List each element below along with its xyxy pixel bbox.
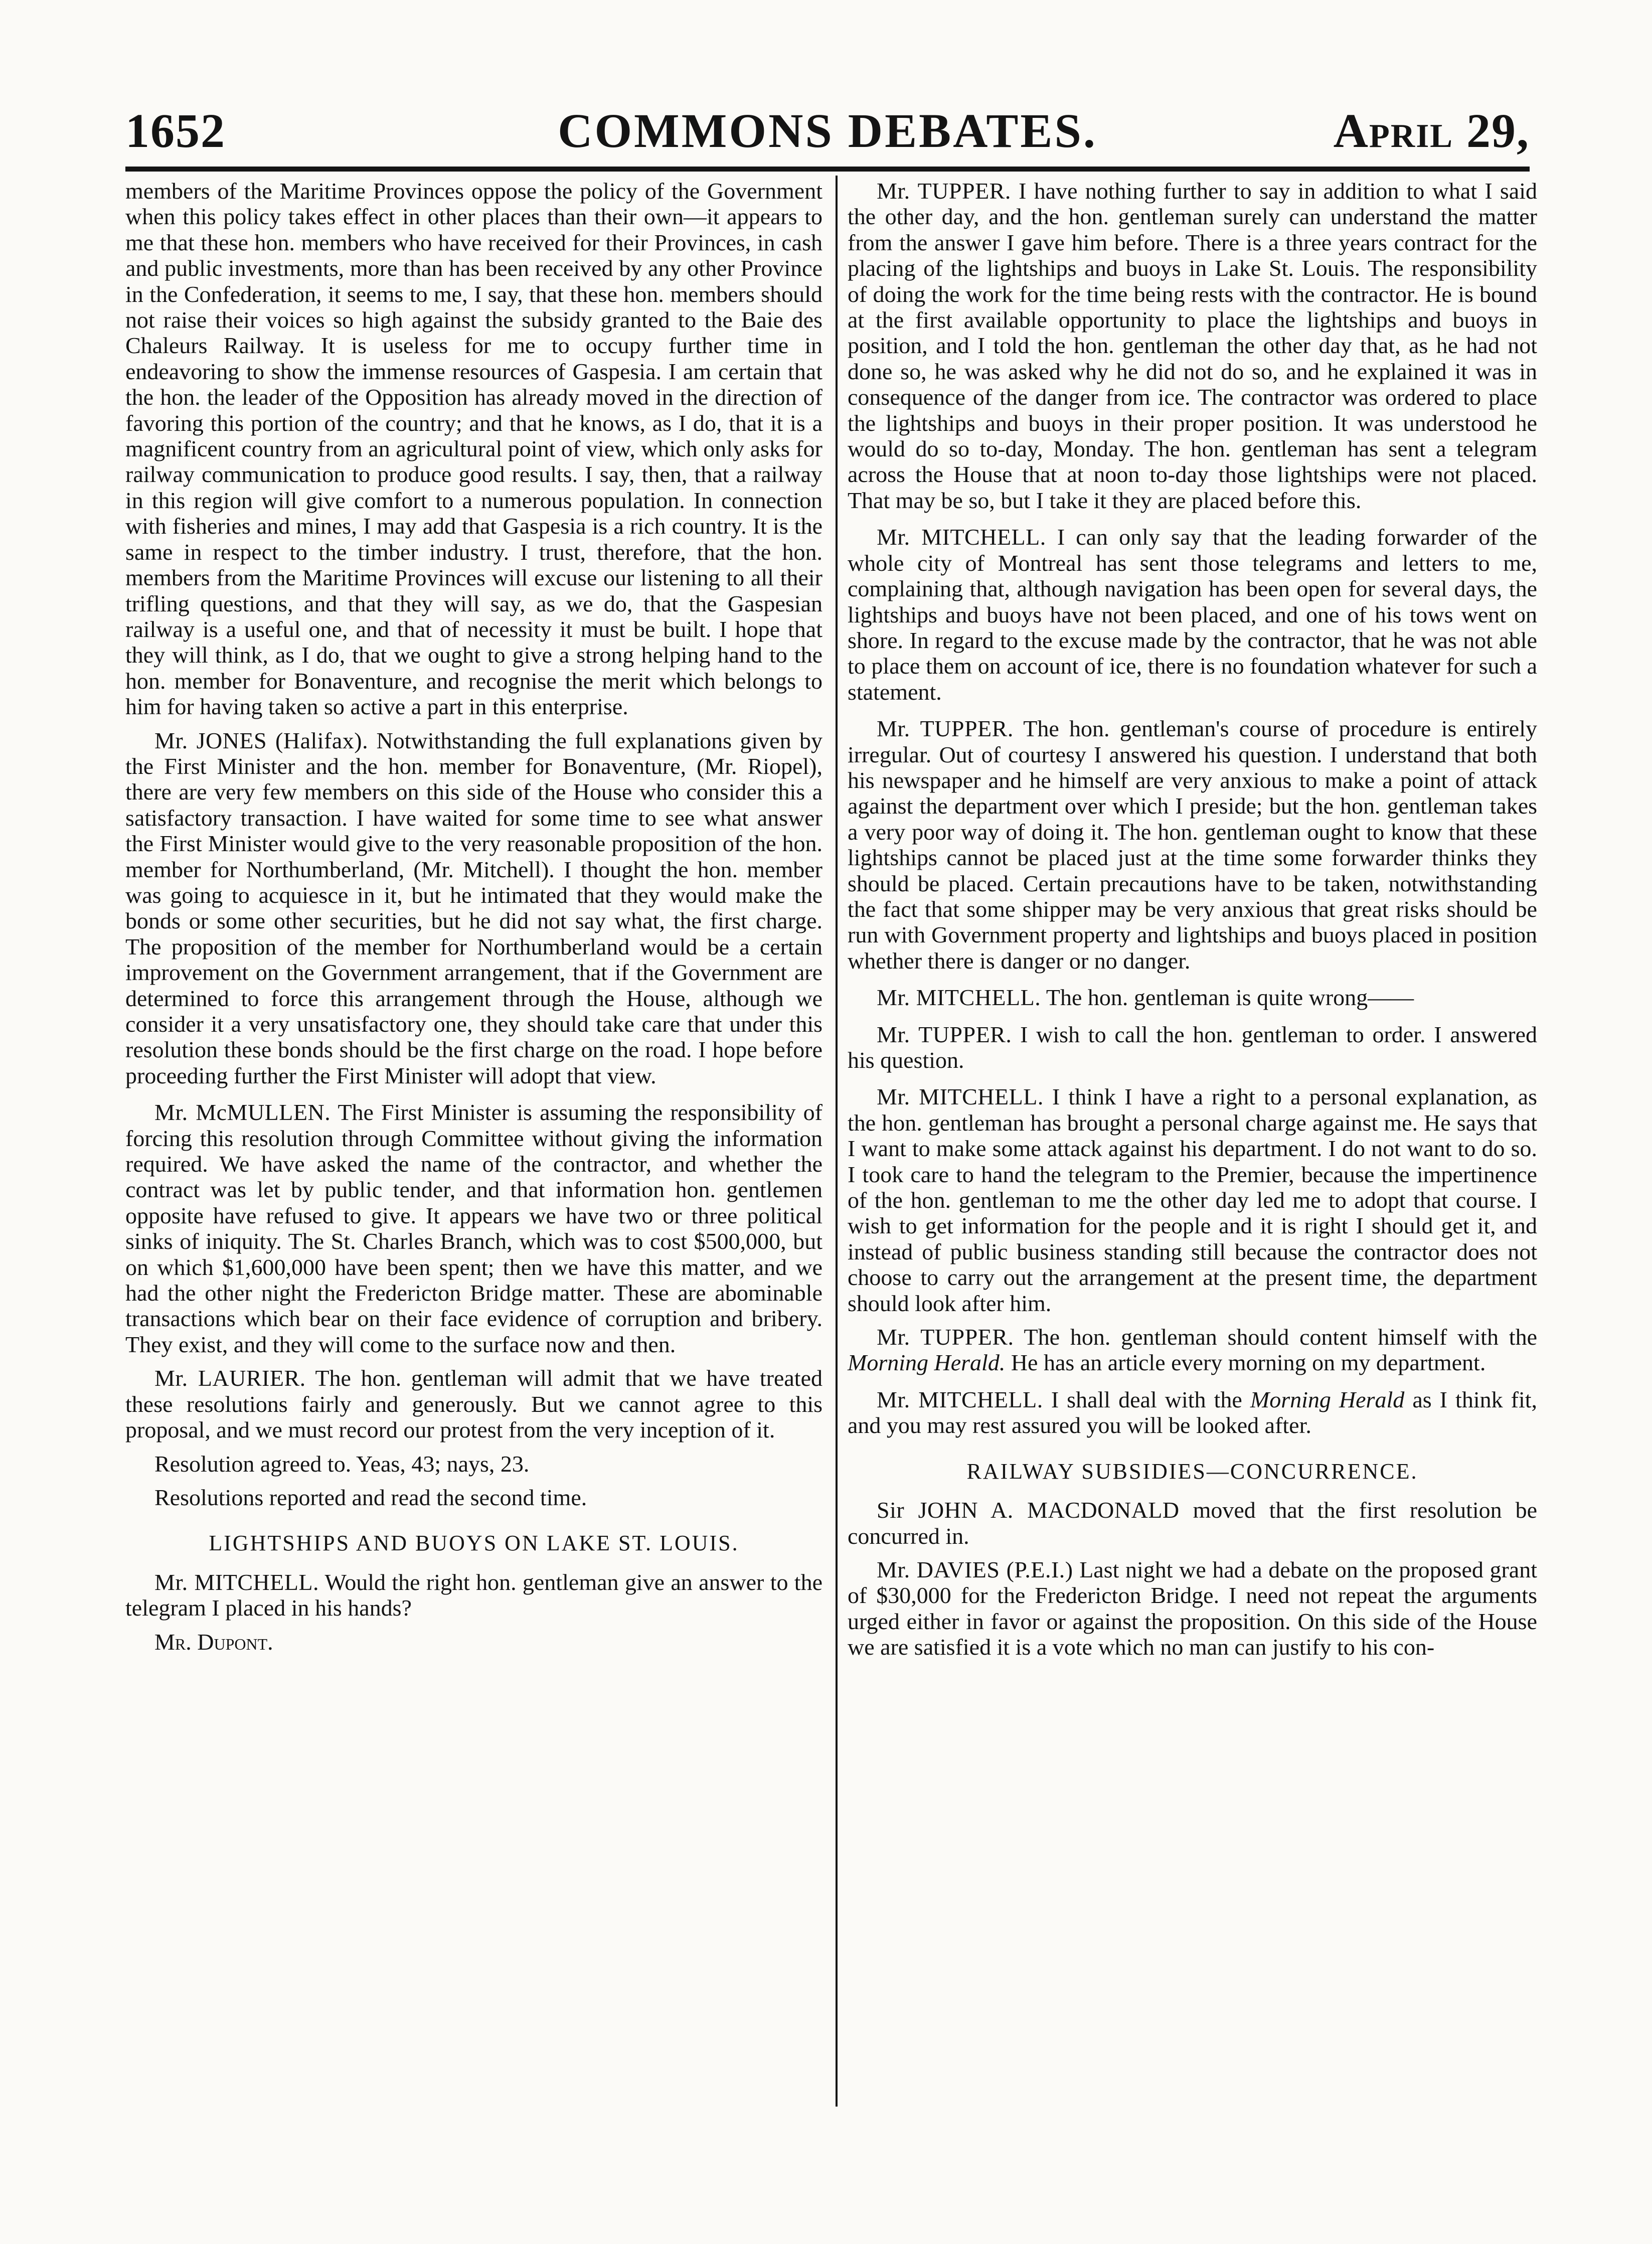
procedure-note: Resolutions reported and read the second time. — [154, 1484, 587, 1510]
speech-mitchell — [848, 985, 1537, 1010]
speaker-name: Mr. TUPPER. — [877, 716, 1014, 742]
speaker-name: Sir JOHN A. MACDONALD — [877, 1497, 1180, 1523]
speaker-name: Mr. TUPPER. — [877, 1324, 1014, 1350]
paragraph: members of the Maritime Provinces oppose the policy of the Government when this policy takes effect in other places than their own—it appears to me that these hon. members who have received for their Provinces, in cash and public investments, more than has been received by any other Province in the Confederation, it seems to me, I say, that these hon. members should not raise their voices so high against the subsidy granted to the Baie des Chaleurs Railway. It is useless for me to occupy further time in endeavoring to show the immense resources of Gaspesia. I am certain that the hon. the leader of the Opposition has already moved in the direction of favoring this portion of the country; and that he knows, as I do, that it is a magnificent country from an agricultural point of view, which only asks for railway communication to produce good results. I say, then, that a railway in this region will give comfort to a numerous population. In connection with fisheries and mines, I may add that Gaspesia is a rich country. It is the same in respect to the timber industry. I trust, therefore, that the hon. members from the Maritime Provinces will excuse our listening to all their trifling questions, and that they will say, as we do, that the Gaspesian railway is a useful one, and that of necessity it must be built. I hope that they will think, as I do, that we ought to give a strong helping hand to the hon. member for Bonaventure, and recognise the merit which belongs to him for having taken so active a part in this enterprise. — [125, 178, 822, 720]
newspaper-title: Morning Herald — [1250, 1386, 1405, 1412]
speech-text: Notwithstanding the full explanations given by the First Minister and the hon. member for Bonaventure, (Mr. Riopel), there are very few members on this side of the House who consider this a satisfactory transaction. I have waited for some time to see what answer the First Minister would give to the very reasonable proposition of the hon. member for Northumberland, (Mr. Mitchell). I thought the hon. member was going to acquiesce in it, but he intimated that they would make the bonds or some other securities, but he did not say what, the first charge. The proposition of the member for Northumberland would be a certain improvement on the Government arrangement, that if the Government are determined to force this arrangement through the House, although we consider it a very unsatisfactory one, they should take care that under this resolution these bonds should be the first charge on the road. I hope before proceeding further the First Minister will adopt that view. — [125, 727, 822, 1088]
speaker-name: Mr. MITCHELL. — [877, 1084, 1044, 1110]
speech-text: The hon. gentleman will admit that we have treated these resolutions fairly and generously. But we cannot agree to this proposal, and we must record our protest from the very inception of it. — [125, 1365, 823, 1443]
speech-text: Last night we had a debate on the proposed grant of $30,000 for the Fredericton Bridge. I need not repeat the arguments urged either in favor or against the proposition. On this side of the House we are satisfied it is a vote which no man can justify to his con- — [848, 1556, 1537, 1660]
speaker-dupont: Mr. Dupont. — [154, 1629, 273, 1655]
speaker-name: Mr. LAURIER. — [154, 1365, 306, 1391]
speaker-name: Mr. MITCHELL. — [154, 1569, 319, 1595]
speech-text: I have nothing further to say in addition to what I said the other day, and the hon. gentleman surely can understand the matter from the answer I gave him before. There is a three years contract for the placing of the lightships and buoys in Lake St. Louis. The responsibility of doing the work for the time being rests with the contractor. He is bound at the first available opportunity to place the lightships and buoys in position, and I told the hon. gentleman the other day that, as he had not done so, he was asked why he did not do so, and he explained it was in consequence of the danger from ice. The contractor was ordered to place the lightships and buoys in their proper position. It was understood he would do so to-day, Monday. The hon. gentleman has sent a telegram across the House that at noon to-day those lightships were not placed. That may be so, but I take it they are placed before this. — [848, 178, 1537, 513]
section-heading-railway-subsidies: RAILWAY SUBSIDIES—CONCURRENCE. — [966, 1459, 1418, 1484]
speech-text: as I think fit, and you may rest assured you will be looked after. — [848, 1386, 1538, 1438]
speaker-name: Mr. MITCHELL. — [877, 985, 1041, 1011]
speech-text: The hon. gentleman should content himself with the — [1024, 1324, 1538, 1350]
speech-text: I can only say that the leading forwarder of the whole city of Montreal has sent those telegrams and letters to me, complaining that, although navigation has been open for several days, the lightships and buoys have not been placed, and one of his tows went on shore. In regard to the excuse made by the contractor, that he was not able to place them on account of ice, there is no foundation whatever for such a statement. — [848, 524, 1538, 705]
speech-tupper — [848, 178, 1537, 513]
speech-text: I think I have a right to a personal explanation, as the hon. gentleman has brought a personal charge against me. He says that I want to make some attack against his department. I do not want to do so. I took care to hand the telegram to the Premier, because the impertinence of the hon. gentleman to me the other day led me to adopt that course. I wish to get information for the people and it is right I should get it, and instead of public business standing still because the contractor does not choose to carry out the arrangement at the present time, the department should look after him. — [848, 1084, 1538, 1316]
speech-tupper — [848, 716, 1537, 974]
speech-mcmullen — [125, 1099, 822, 1357]
speaker-name: Mr. TUPPER. — [877, 1021, 1012, 1047]
vote-result: Resolution agreed to. Yeas, 43; nays, 23. — [154, 1451, 530, 1477]
newspaper-title: Morning Herald. — [848, 1350, 1006, 1376]
speech-mitchell — [848, 1084, 1537, 1316]
right-column — [848, 178, 1537, 1668]
speech-text: The hon. gentleman's course of procedure is entirely irregular. Out of courtesy I answered his question. I understand that both his newspaper and he himself are very anxious to make a point of attack against the department over which I preside; but the hon. gentleman takes a very poor way of doing it. The hon. gentleman ought to know that these lightships cannot be placed just at the time some forwarder thinks they should be placed. Certain precautions have to be taken, notwithstanding the fact that some shipper may be very anxious that great risks should be run with Government property and lightships and buoys placed in position whether there is danger or no danger. — [848, 716, 1537, 974]
page-date: April 29, — [1333, 104, 1530, 157]
page-number: 1652 — [125, 104, 226, 157]
page-header — [125, 103, 1530, 158]
speech-tupper — [848, 1022, 1537, 1073]
speaker-name: Mr. MITCHELL. — [877, 1386, 1043, 1412]
speech-davies — [848, 1557, 1537, 1660]
speaker-name: Mr. TUPPER. — [877, 178, 1011, 204]
column-divider — [836, 176, 838, 2107]
speech-text: moved that the first resolution be concurred in. — [848, 1497, 1537, 1549]
speech-mitchell — [848, 524, 1537, 705]
motion-macdonald — [848, 1497, 1537, 1549]
page-title: COMMONS DEBATES. — [558, 104, 1097, 157]
section-heading-lightships: LIGHTSHIPS AND BUOYS ON LAKE ST. LOUIS. — [209, 1531, 739, 1556]
speech-tupper — [848, 1324, 1537, 1376]
speech-text: I wish to call the hon. gentleman to order. I answered his question. — [848, 1021, 1537, 1073]
speech-text: I shall deal with the — [1051, 1386, 1242, 1412]
header-rule — [125, 167, 1530, 172]
speech-text: He has an article every morning on my department. — [1011, 1350, 1486, 1376]
speech-jones — [125, 728, 822, 1089]
speaker-name: Mr. JONES (Halifax). — [154, 727, 369, 753]
speech-text: The hon. gentleman is quite wrong—— — [1046, 985, 1414, 1011]
speech-mitchell — [848, 1387, 1537, 1438]
speech-laurier — [125, 1365, 822, 1442]
speech-text: Would the right hon. gentleman give an answer to the telegram I placed in his hands? — [125, 1569, 823, 1621]
speaker-name: Mr. McMULLEN. — [154, 1099, 331, 1126]
speech-mitchell — [125, 1569, 822, 1621]
speaker-name: Mr. MITCHELL. — [877, 524, 1046, 550]
speaker-name: Mr. DAVIES (P.E.I.) — [877, 1556, 1073, 1582]
left-column — [125, 178, 822, 1663]
speech-text: The First Minister is assuming the responsibility of forcing this resolution through Committee without giving the information required. We have asked the name of the contractor, and whether the contract was let by public tender, and that information hon. gentlemen opposite have refused to give. It appears we have two or three political sinks of iniquity. The St. Charles Branch, which was to cost $500,000, but on which $1,600,000 have been spent; then we have this matter, and we had the other night the Fredericton Bridge matter. These are abominable transactions which bear on their face evidence of corruption and bribery. They exist, and they will come to the surface now and then. — [125, 1099, 823, 1357]
